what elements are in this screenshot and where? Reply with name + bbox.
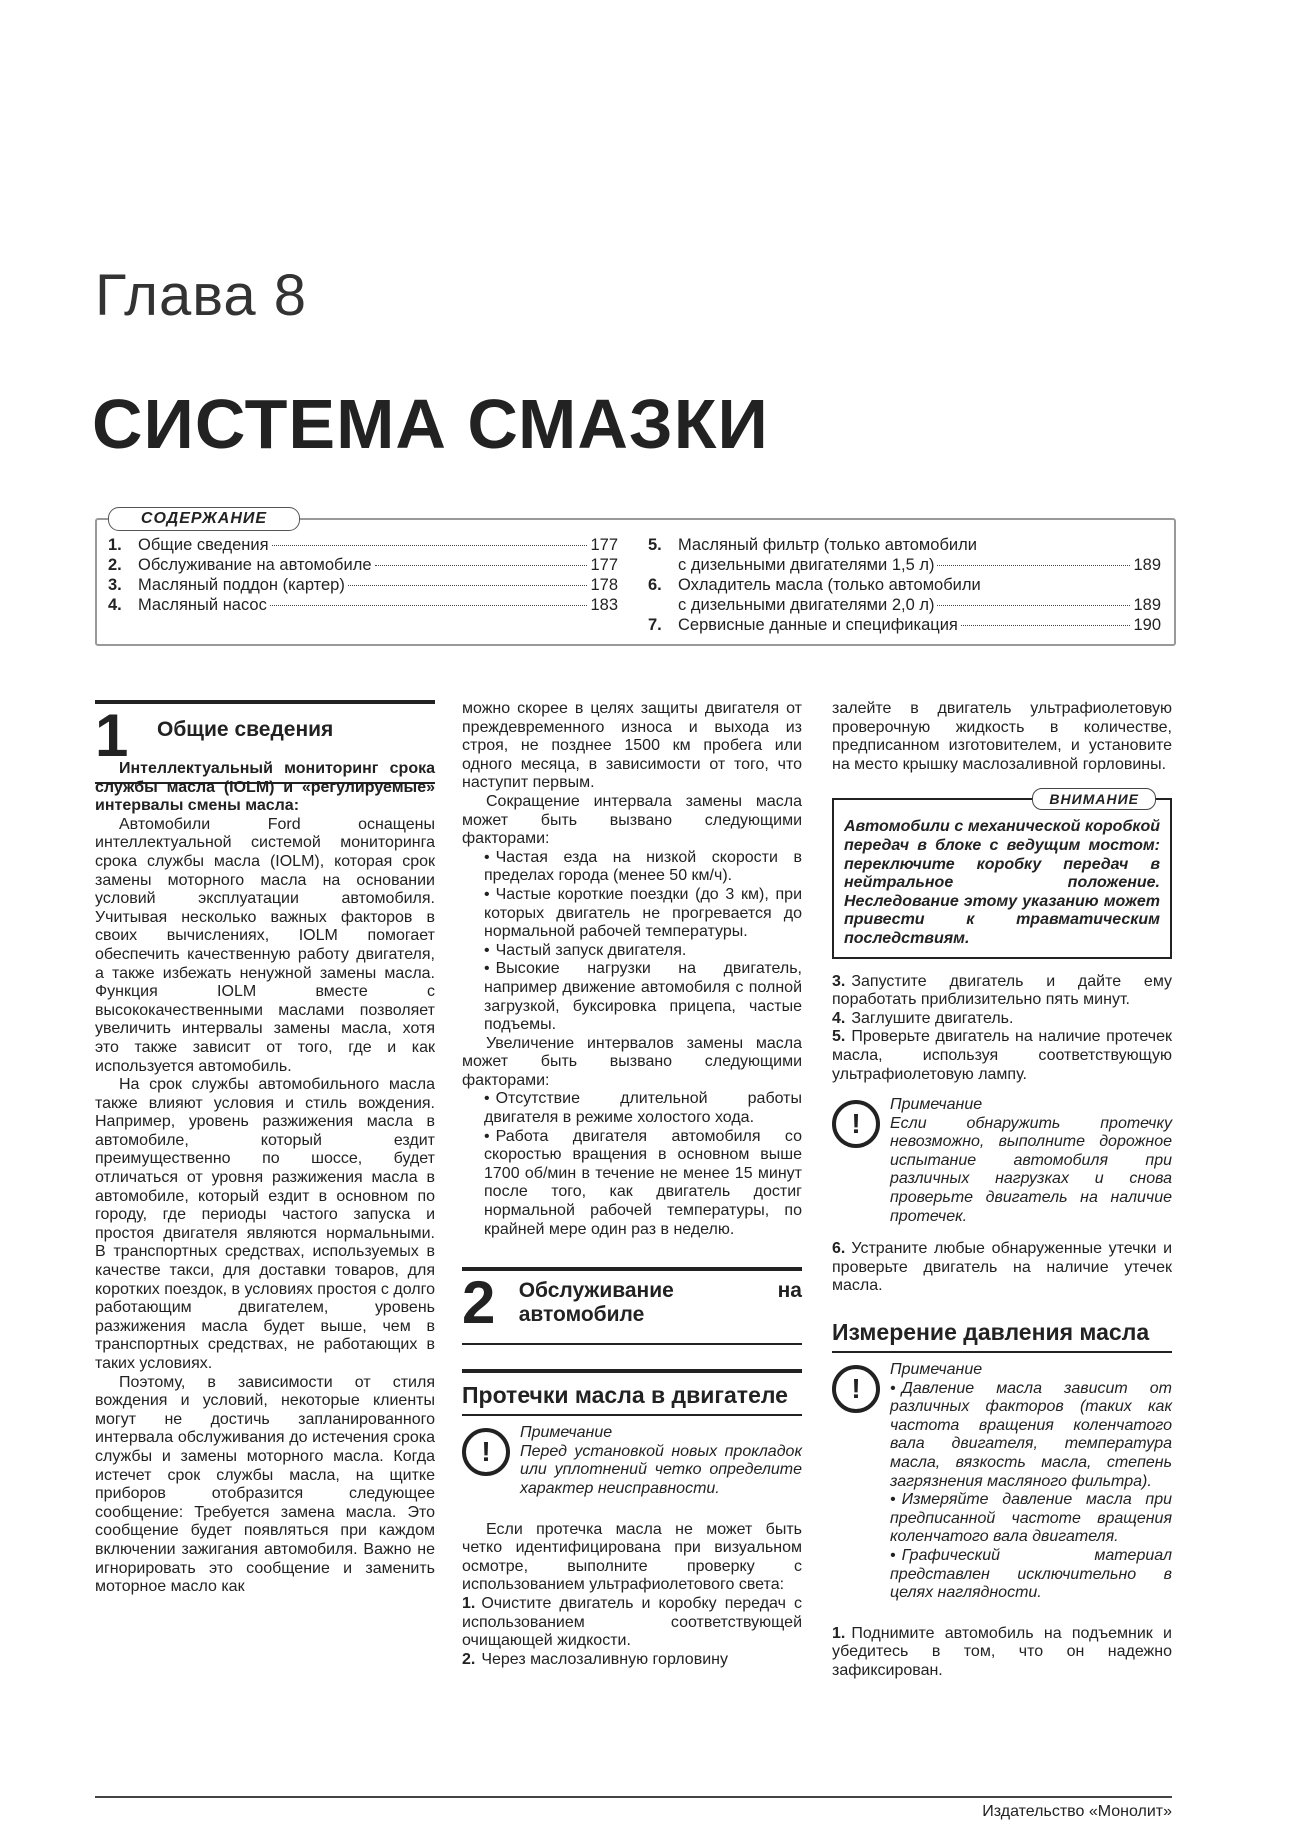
lead-paragraph: Интеллектуальный мониторинг срока службы масла (IOLM) и «регулируемые» интервалы смены масла:: [95, 760, 435, 815]
paragraph: Сокращение интервала замены масла может быть вызвано следующими факторами:: [462, 792, 802, 848]
exclamation-icon: !: [832, 1100, 880, 1148]
subsection-title: Измерение давления масла: [832, 1319, 1150, 1346]
step-item: 5. Проверьте двигатель на наличие протечек масла, используя соответствующую ультрафиолетовую лампу.: [832, 1028, 1172, 1083]
warning-text: Автомобили с механической коробкой передач в блоке с ведущим мостом: переключите коробку передач в нейтральное положение. Неследование этому указанию может привести к травматическим последствиям.: [844, 818, 1160, 947]
bullet-item: • Отсутствие длительной работы двигателя в режиме холостого хода.: [462, 1090, 802, 1127]
paragraph: можно скорее в целях защиты двигателя от преждевременного износа и выхода из строя, не позднее 1500 км пробега или одного месяца, в зависимости от того, что наступит первым.: [462, 700, 802, 792]
bullet-item: • Высокие нагрузки на двигатель, например движение автомобиля с полной загрузкой, буксировка прицепа, частые подъемы.: [462, 960, 802, 1034]
subsection-title: Протечки масла в двигателе: [462, 1369, 802, 1408]
paragraph: На срок службы автомобильного масла также влияют условия и стиль вождения. Например, уровень разжижения масла в автомобиле, который ездит преимущественно по шоссе, будет отличаться от уровня разжижения масла в автомобиле, который ездит в основном по городу, где периоды частого запуска и простоя двигателя являются нормальными. В транспортных средствах, используемых в качестве такси, для доставки товаров, для коротких поездок, в условиях простоя с долго работающим двигателем, уровень разжижения масла будет выше, чем в транспортных средствах, не работающих в таких условиях.: [95, 1076, 435, 1372]
step-item: 4. Заглушите двигатель.: [832, 1009, 1014, 1027]
note-text: Если обнаружить протечку невозможно, выполните дорожное испытание автомобиля при различных нагрузках и снова проверьте двигатель на наличие протечек.: [890, 1114, 1172, 1225]
toc-item[interactable]: 1. Общие сведения 177: [108, 536, 618, 554]
note-block: [462, 1424, 802, 1498]
section-title: Обслуживание на автомобиле: [518, 1279, 802, 1327]
paragraph: Увеличение интервалов замены масла может быть вызвано следующими факторами:: [462, 1034, 802, 1089]
chapter-label: Глава 8: [95, 263, 308, 328]
note-bullet: • Измеряйте давление масла при предписанной частоте вращения коленчатого вала двигателя.: [890, 1491, 1172, 1547]
warning-tag: ВНИМАНИЕ: [1032, 788, 1156, 810]
bullet-item: • Частый запуск двигателя.: [462, 942, 802, 961]
paragraph: Автомобили Ford оснащены интеллектуальной системой мониторинга срока службы масла (IOLM), которая срок замены моторного масла на основании условий эксплуатации автомобиля. Учитывая несколько важных факторов в своих вычислениях, IOLM помогает обеспечить качественную работу двигателя, а также избежать ненужной замены масла. Функция IOLM вместе с высококачественными маслами позволяет увеличить интервалы замены масла, хотя это также зависит от того, где и как используется автомобиль.: [95, 815, 435, 1075]
note-label: Примечание: [890, 1361, 983, 1379]
note-text: Перед установкой новых прокладок или уплотнений четко определите характер неисправности.: [520, 1442, 802, 1497]
column-1: [95, 760, 435, 1597]
bullet-item: • Частая езда на низкой скорости в пределах города (менее 50 км/ч).: [462, 849, 802, 886]
page-title: СИСТЕМА СМАЗКИ: [92, 385, 769, 463]
toc-item[interactable]: 6. Охладитель масла (только автомобили с дизельными двигателями 2,0 л) 189: [648, 576, 1161, 614]
toc-item[interactable]: 4. Масляный насос 183: [108, 596, 618, 614]
paragraph: залейте в двигатель ультрафиолетовую проверочную жидкость в количестве, предписанном изготовителем, и установите на место крышку маслозаливной горловины.: [832, 700, 1172, 773]
section-number: 1: [95, 702, 129, 769]
toc-left-column: [108, 535, 618, 615]
step-item: 1. Поднимите автомобиль на подъемник и убедитесь в том, что он надежно зафиксирован.: [832, 1624, 1172, 1679]
step-item: 3. Запустите двигатель и дайте ему поработать приблизительно пять минут.: [832, 972, 1172, 1009]
step-item: 6. Устраните любые обнаруженные утечки и проверьте двигатель на наличие утечек масла.: [832, 1240, 1172, 1295]
note-bullet: • Графический материал представлен исключительно в целях наглядности.: [890, 1547, 1172, 1603]
toc-heading: СОДЕРЖАНИЕ: [108, 507, 300, 531]
section-number: 2: [462, 1269, 496, 1337]
footer-rule: [95, 1796, 1172, 1798]
toc-right-column: [648, 535, 1161, 635]
section-title: Общие сведения: [157, 718, 334, 741]
step-item: 2. Через маслозаливную горловину: [462, 1650, 728, 1668]
bullet-item: • Частые короткие поездки (до 3 км), при которых двигатель не прогревается до нормальной рабочей температуры.: [462, 886, 802, 942]
toc-item[interactable]: 3. Масляный поддон (картер) 178: [108, 576, 618, 594]
note-bullet: • Давление масла зависит от различных факторов (таких как частота вращения коленчатого вала двигателя, температура масла, вязкость масла, степень загрязнения масляного фильтра).: [890, 1380, 1172, 1492]
step-item: 1. Очистите двигатель и коробку передач с использованием соответствующей очищающей жидкости.: [462, 1594, 802, 1650]
bullet-item: • Работа двигателя автомобиля со скоростью вращения в основном выше 1700 об/мин в течение не менее 15 минут после того, как двигатель достиг нормальной рабочей температуры, по крайней мере один раз в неделю.: [462, 1128, 802, 1240]
section-2-header: [462, 1267, 802, 1345]
note-block: [832, 1096, 1172, 1226]
note-block: [832, 1361, 1172, 1603]
column-2: [462, 700, 802, 1669]
toc-item[interactable]: 2. Обслуживание на автомобиле 177: [108, 556, 618, 574]
paragraph: Если протечка масла не может быть четко идентифицирована при визуальном осмотре, выполните проверку с использованием ультрафиолетового света:: [462, 1520, 802, 1594]
exclamation-icon: !: [462, 1428, 510, 1476]
paragraph: Поэтому, в зависимости от стиля вождения и условий, некоторые клиенты могут не достичь запланированного интервала обслуживания до истечения срока службы и замены моторного масла. Когда истечет срок службы масла, на щитке приборов отобразится следующее сообщение: Требуется замена масла. Это сообщение будет появляться при каждом включении зажигания автомобиля. Важно не игнорировать это сообщение и заменить моторное масло как: [95, 1373, 435, 1596]
toc-item[interactable]: 5. Масляный фильтр (только автомобили с дизельными двигателями 1,5 л) 189: [648, 536, 1161, 574]
column-3: [832, 700, 1172, 1681]
exclamation-icon: !: [832, 1365, 880, 1413]
note-label: Примечание: [890, 1096, 983, 1114]
note-label: Примечание: [520, 1424, 613, 1442]
toc-item[interactable]: 7. Сервисные данные и спецификация 190: [648, 616, 1161, 634]
publisher-footer: Издательство «Монолит»: [982, 1803, 1172, 1820]
warning-box: [832, 791, 1172, 958]
